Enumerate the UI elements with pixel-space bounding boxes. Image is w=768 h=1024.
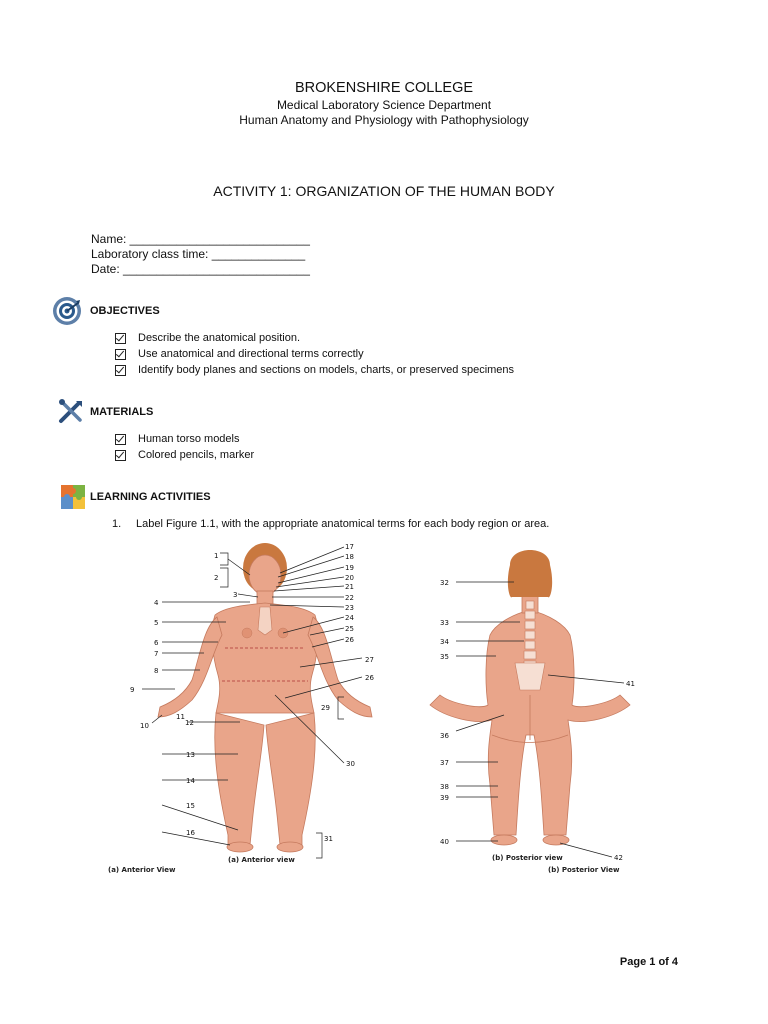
svg-text:33: 33 [440, 619, 449, 627]
svg-text:35: 35 [440, 653, 449, 661]
svg-text:4: 4 [154, 599, 159, 607]
learning-activities-title: LEARNING ACTIVITIES [90, 491, 211, 503]
college-name: BROKENSHIRE COLLEGE [294, 80, 474, 96]
svg-text:7: 7 [154, 650, 159, 658]
svg-text:36: 36 [440, 732, 449, 740]
objective-item: Use anatomical and directional terms correctly [115, 348, 364, 360]
body-regions-figure [100, 535, 660, 885]
svg-text:19: 19 [345, 564, 354, 572]
svg-text:37: 37 [440, 759, 449, 767]
svg-text:34: 34 [440, 638, 449, 646]
checkbox-icon [115, 365, 126, 376]
svg-text:13: 13 [186, 751, 195, 759]
svg-text:15: 15 [186, 802, 195, 810]
svg-text:27: 27 [365, 656, 374, 664]
date-field: Date: ____________________________ [91, 262, 310, 276]
svg-text:10: 10 [140, 722, 149, 730]
activity-title: ACTIVITY 1: ORGANIZATION OF THE HUMAN BODY [213, 183, 555, 199]
page-number: Page 1 of 4 [619, 956, 678, 968]
svg-text:41: 41 [626, 680, 635, 688]
svg-text:32: 32 [440, 579, 449, 587]
svg-text:24: 24 [345, 614, 354, 622]
svg-text:5: 5 [154, 619, 159, 627]
class-time-field: Laboratory class time: ______________ [91, 247, 306, 261]
checkbox-icon [115, 349, 126, 360]
svg-text:29: 29 [321, 704, 330, 712]
svg-text:21: 21 [345, 583, 354, 591]
svg-text:17: 17 [345, 543, 354, 551]
svg-text:9: 9 [130, 686, 135, 694]
checkbox-icon [115, 434, 126, 445]
svg-text:16: 16 [186, 829, 195, 837]
department-name: Medical Laboratory Science Department [276, 98, 492, 112]
svg-text:39: 39 [440, 794, 449, 802]
svg-text:26: 26 [365, 674, 374, 682]
posterior-outer-caption: (b) Posterior View [548, 866, 620, 874]
course-name: Human Anatomy and Physiology with Pathophysiology [239, 113, 529, 127]
objective-item: Describe the anatomical position. [115, 332, 300, 344]
target-icon [52, 296, 82, 326]
svg-text:20: 20 [345, 574, 354, 582]
posterior-body [430, 550, 630, 845]
svg-text:12: 12 [185, 719, 194, 727]
checkbox-icon [115, 333, 126, 344]
posterior-inner-caption: (b) Posterior view [492, 854, 563, 862]
svg-text:22: 22 [345, 594, 354, 602]
name-field: Name: ___________________________ [91, 232, 310, 246]
svg-text:38: 38 [440, 783, 449, 791]
svg-text:42: 42 [614, 854, 623, 862]
tools-icon [58, 398, 84, 424]
materials-title: MATERIALS [90, 406, 154, 418]
svg-text:31: 31 [324, 835, 333, 843]
svg-text:25: 25 [345, 625, 354, 633]
anterior-inner-caption: (a) Anterior view [228, 856, 295, 864]
objectives-title: OBJECTIVES [90, 305, 160, 317]
material-item: Human torso models [115, 433, 240, 445]
svg-text:6: 6 [154, 639, 159, 647]
svg-text:8: 8 [154, 667, 159, 675]
puzzle-icon [60, 484, 86, 510]
svg-text:11: 11 [176, 713, 185, 721]
objective-item: Identify body planes and sections on models, charts, or preserved specimens [115, 364, 514, 376]
svg-text:3: 3 [233, 591, 238, 599]
svg-text:1: 1 [214, 552, 219, 560]
anterior-outer-caption: (a) Anterior View [108, 866, 176, 874]
svg-text:18: 18 [345, 553, 354, 561]
svg-text:2: 2 [214, 574, 219, 582]
svg-text:26: 26 [345, 636, 354, 644]
material-item: Colored pencils, marker [115, 449, 254, 461]
svg-text:14: 14 [186, 777, 195, 785]
checkbox-icon [115, 450, 126, 461]
svg-text:40: 40 [440, 838, 449, 846]
step-number: 1. [112, 518, 122, 530]
step-text: Label Figure 1.1, with the appropriate anatomical terms for each body region or area. [136, 518, 550, 530]
svg-text:30: 30 [346, 760, 355, 768]
svg-text:23: 23 [345, 604, 354, 612]
